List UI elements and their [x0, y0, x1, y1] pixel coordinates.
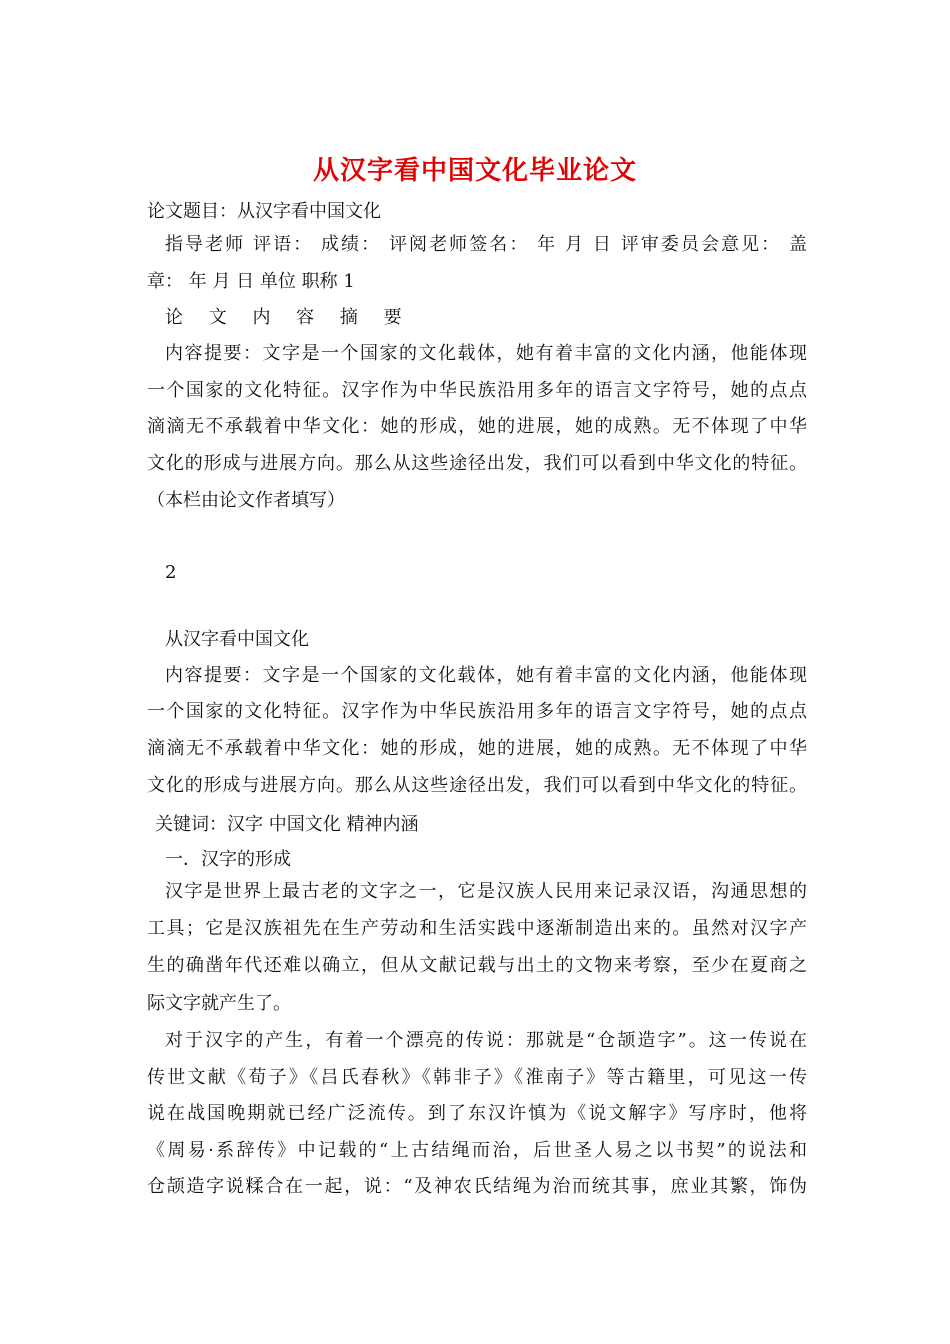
abstract-heading: 论 文 内 容 摘 要: [165, 307, 412, 328]
front-abstract-line: 文化的形成与进展方向。那么从这些途径出发，我们可以看到中华文化的特征。: [147, 453, 807, 474]
body-abstract-line: 内容提要：文字是一个国家的文化载体，她有着丰富的文化内涵，他能体现: [165, 665, 807, 686]
paragraph-2-line: 说在战国晚期就已经广泛流传。到了东汉许慎为《说文解字》写序时，他将: [147, 1103, 807, 1124]
body-subtitle: 从汉字看中国文化: [165, 629, 309, 650]
front-abstract-line: 一个国家的文化特征。汉字作为中华民族沿用多年的语言文字符号，她的点点: [147, 380, 807, 401]
front-abstract-line: 滴滴无不承载着中华文化：她的形成，她的进展，她的成熟。无不体现了中华: [147, 416, 807, 437]
front-abstract-line: 内容提要：文字是一个国家的文化载体，她有着丰富的文化内涵，他能体现: [165, 343, 807, 364]
body-abstract-line: 滴滴无不承载着中华文化：她的形成，她的进展，她的成熟。无不体现了中华: [147, 738, 807, 759]
section-heading: 一．汉字的形成: [165, 849, 291, 870]
paragraph-1-line: 工具；它是汉族祖先在生产劳动和生活实践中逐渐制造出来的。虽然对汉字产: [147, 918, 807, 939]
body-abstract-line: 一个国家的文化特征。汉字作为中华民族沿用多年的语言文字符号，她的点点: [147, 701, 807, 722]
review-line-2: 章： 年 月 日 单位 职称 1: [147, 271, 355, 292]
filled-by-note: （本栏由论文作者填写）: [147, 490, 345, 511]
keywords-line: 关键词：汉字 中国文化 精神内涵: [155, 814, 419, 835]
paragraph-1-line: 汉字是世界上最古老的文字之一，它是汉族人民用来记录汉语，沟通思想的: [165, 881, 807, 902]
body-abstract-line: 文化的形成与进展方向。那么从这些途径出发，我们可以看到中华文化的特征。: [147, 775, 807, 796]
paragraph-1-line: 际文字就产生了。: [147, 993, 291, 1014]
paragraph-2-line: 对于汉字的产生，有着一个漂亮的传说：那就是“仓颉造字”。这一传说在: [165, 1030, 807, 1051]
page-number: 2: [165, 562, 177, 583]
paragraph-1-line: 生的确凿年代还难以确立，但从文献记载与出土的文物来考察，至少在夏商之: [147, 955, 807, 976]
document-title: 从汉字看中国文化毕业论文: [312, 156, 637, 186]
paragraph-2-line: 传世文献《荀子》《吕氏春秋》《韩非子》《淮南子》等古籍里，可见这一传: [147, 1067, 807, 1088]
paragraph-2-line: 《周易·系辞传》中记载的“上古结绳而治，后世圣人易之以书契”的说法和: [147, 1140, 807, 1161]
paragraph-2-line: 仓颉造字说糅合在一起，说：“及神农氏结绳为治而统其事，庶业其繁，饰伪: [147, 1176, 807, 1197]
topic-line: 论文题目：从汉字看中国文化: [147, 201, 381, 222]
review-line-1: 指导老师 评语： 成绩： 评阅老师签名： 年 月 日 评审委员会意见： 盖: [165, 234, 807, 255]
